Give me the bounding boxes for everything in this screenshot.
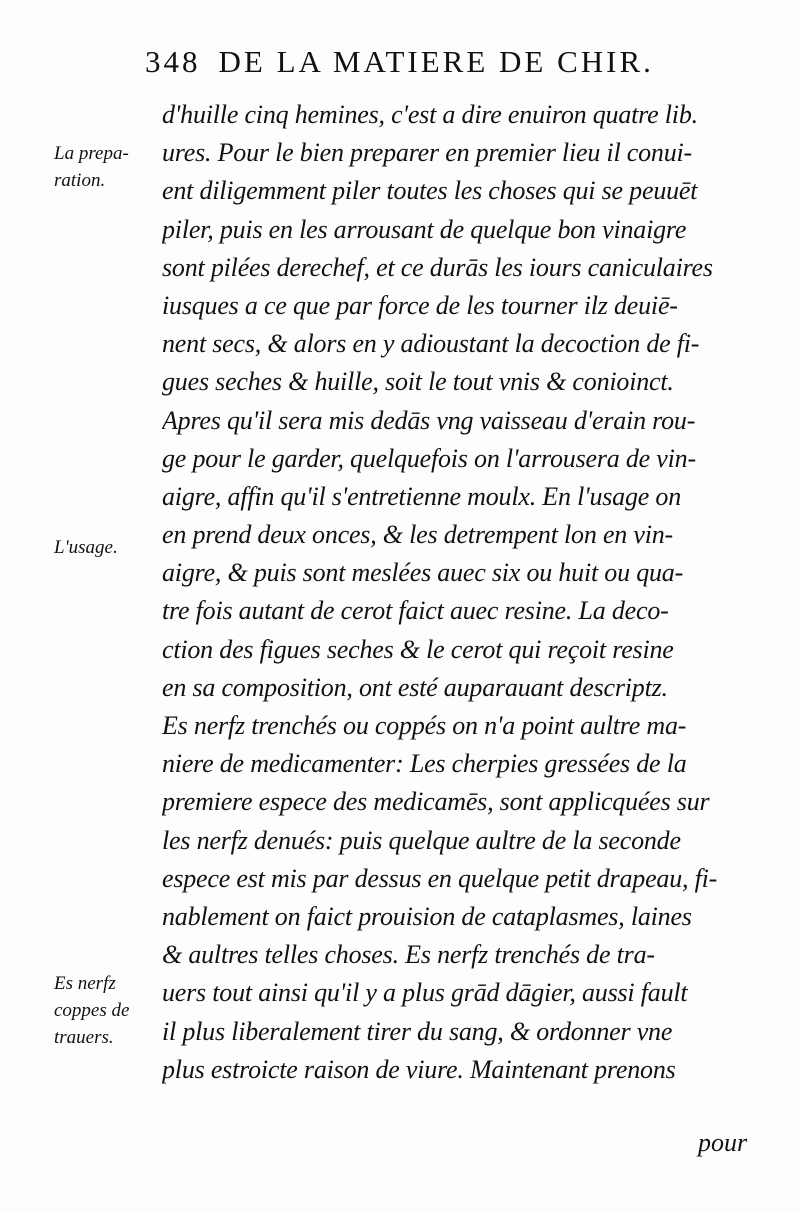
margin-note-line: trauers. (54, 1027, 114, 1048)
text-line: ures. Pour le bien preparer en premier lieu il conui- (162, 138, 692, 168)
text-line: piler, puis en les arrousant de quelque bon vinaigre (162, 214, 687, 244)
margin-note-line: coppes de (54, 1000, 130, 1021)
text-line: Apres qu'il sera mis dedās vng vaisseau d'erain rou- (162, 405, 696, 435)
text-line: ction des figues seches & le cerot qui reçoit resine (162, 634, 674, 664)
text-line: ent diligemment piler toutes les choses qui se peuuēt (162, 176, 698, 206)
text-line: nablement on faict prouision de cataplasmes, laines (162, 901, 692, 931)
text-line: niere de medicamenter: Les cherpies gressées de la (162, 749, 687, 779)
text-line: & aultres telles choses. Es nerfz trenchés de tra- (162, 940, 655, 970)
margin-note-line: ration. (54, 170, 106, 191)
margin-note-line: La prepa- (54, 143, 129, 164)
page-number: 348 (145, 44, 201, 79)
body-text (162, 96, 766, 1089)
text-line: il plus liberalement tirer du sang, & ordonner vne (162, 1016, 673, 1046)
margin-note-line: L'usage. (54, 537, 118, 558)
running-header (145, 44, 785, 88)
catchword: pour (698, 1128, 748, 1157)
text-line: iusques a ce que par force de les tourner ilz deuiē- (162, 290, 678, 320)
text-line: aigre, affin qu'il s'entretienne moulx. En l'usage on (162, 481, 682, 511)
text-line: espece est mis par dessus en quelque petit drapeau, fi- (162, 863, 718, 893)
text-line: nent secs, & alors en y adioustant la decoction de fi- (162, 329, 700, 359)
text-line: premiere espece des medicamēs, sont applicquées sur (162, 787, 710, 817)
text-line: en sa composition, ont esté auparauant descriptz. (162, 672, 668, 702)
text-line: uers tout ainsi qu'il y a plus grād dāgier, aussi fault (162, 978, 688, 1008)
margin-note-preparation (54, 140, 129, 194)
running-title: DE LA MATIERE DE CHIR. (218, 44, 654, 79)
text-line: gues seches & huille, soit le tout vnis & conioinct. (162, 367, 674, 397)
margin-note-severed-nerves (54, 970, 129, 1051)
text-line: ge pour le garder, quelquefois on l'arrousera de vin- (162, 443, 696, 473)
text-line: Es nerfz trenchés ou coppés on n'a point aultre ma- (162, 711, 687, 740)
text-line: plus estroicte raison de viure. Maintenant prenons (162, 1054, 676, 1084)
text-line: aigre, & puis sont meslées auec six ou huit ou qua- (162, 558, 684, 588)
text-line: d'huille cinq hemines, c'est a dire enuiron quatre lib. (162, 100, 698, 129)
text-line: les nerfz denués: puis quelque aultre de la seconde (162, 825, 681, 855)
text-line: tre fois autant de cerot faict auec resine. La deco- (162, 596, 669, 626)
text-line: en prend deux onces, & les detrempent lon en vin- (162, 520, 673, 550)
margin-note-usage (54, 534, 118, 561)
text-line: sont pilées derechef, et ce durās les iours caniculaires (162, 252, 713, 282)
margin-note-line: Es nerfz (54, 973, 116, 994)
